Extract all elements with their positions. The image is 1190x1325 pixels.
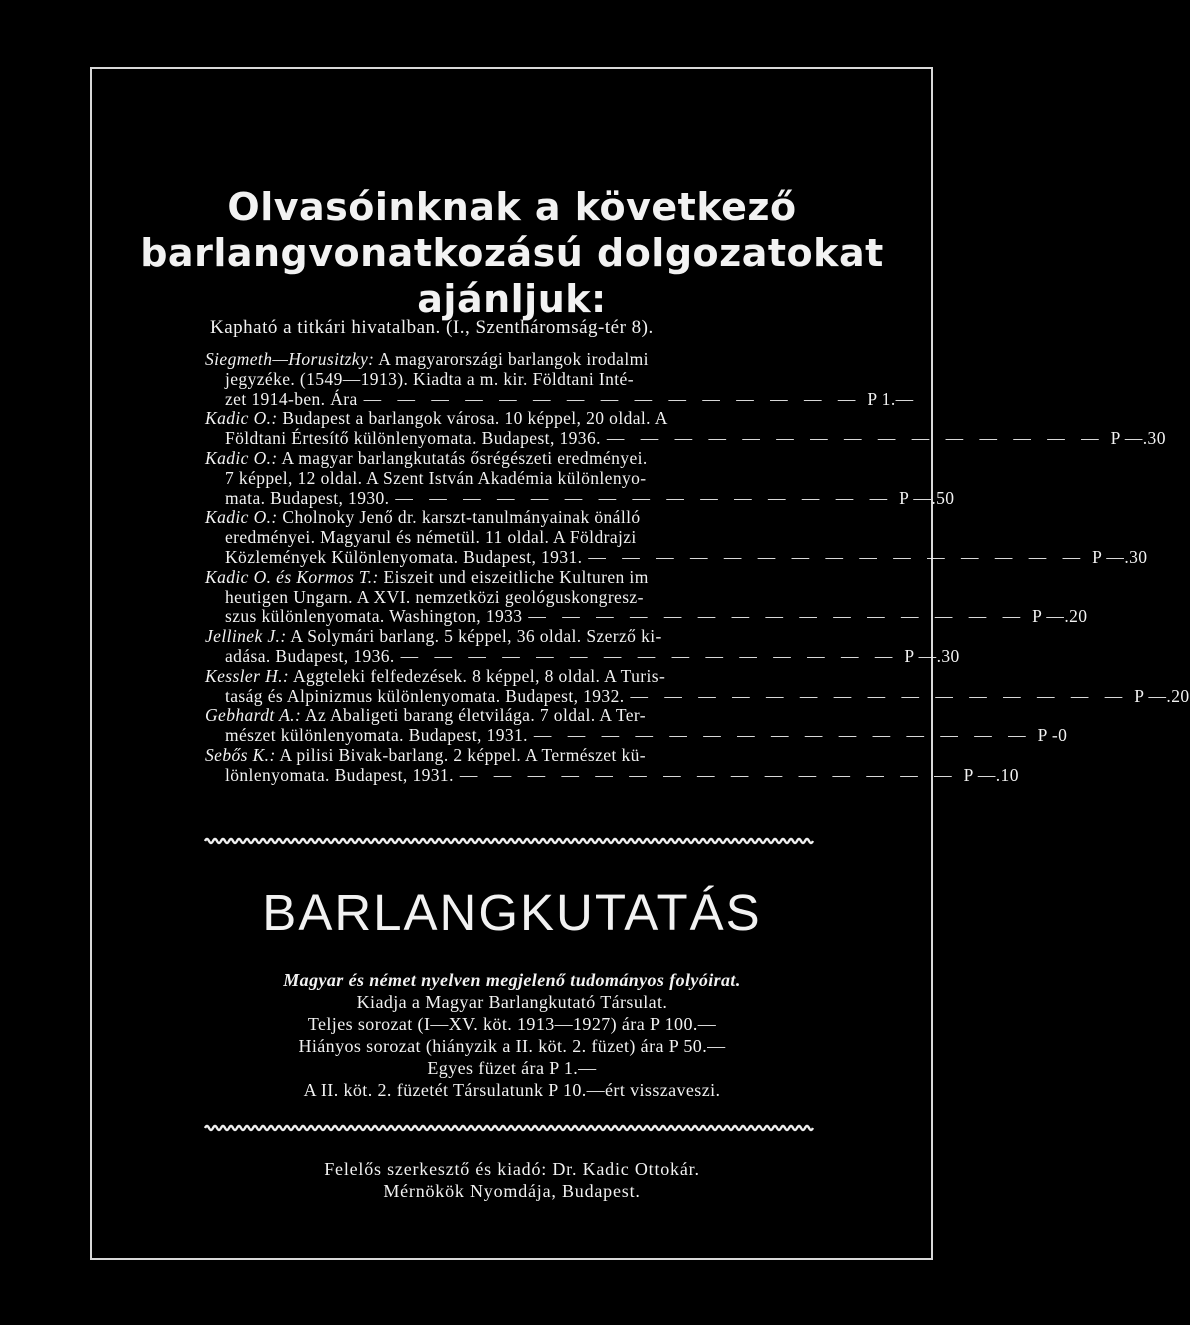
entry-line: [205, 685, 1190, 707]
entry-text: adása. Budapest, 1936.: [225, 645, 395, 666]
entry-text: 7 képpel, 12 oldal. A Szent István Akadémia különlenyo-: [225, 467, 647, 488]
entry-text: A magyarországi barlangok irodalmi: [378, 349, 649, 369]
availability-note: Kapható a titkári hivatalban. (I., Szentháromság-tér 8).: [210, 317, 654, 338]
leader-dashes: — — — — — — — — — — — — — — —: [630, 685, 1129, 706]
entry-text: zet 1914-ben. Ára: [225, 388, 358, 409]
entry-line: [205, 487, 955, 509]
entry-text: szus különlenyomata. Washington, 1933: [225, 606, 523, 627]
entry-price: P —.30: [1110, 428, 1166, 449]
entry-author: Siegmeth—Horusitzky:: [205, 349, 375, 369]
publication-entry: [205, 626, 960, 667]
entry-text: A pilisi Bivak-barlang. 2 képpel. A Természet kü-: [279, 744, 647, 765]
entry-line: [205, 350, 810, 370]
publication-entry: [205, 665, 1190, 707]
title-line-3: ajánljuk:: [417, 277, 607, 321]
entry-line: [205, 449, 810, 469]
entry-line: [205, 746, 810, 766]
entry-text: Közlemények Különlenyomata. Budapest, 1931.: [225, 546, 583, 567]
entry-text: A magyar barlangkutatás ősrégészeti eredményei.: [281, 447, 648, 468]
entry-price: P —.10: [963, 764, 1019, 785]
publication-entry: [205, 447, 955, 508]
leader-dashes: — — — — — — — — — — — — — — —: [459, 764, 958, 785]
entry-text: taság és Alpinizmus különlenyomata. Budapest, 1932.: [225, 685, 625, 706]
entry-line: [205, 764, 1019, 786]
journal-single-issue: Egyes füzet ára P 1.—: [427, 1058, 597, 1078]
entry-line: [205, 508, 810, 528]
entry-text: lönlenyomata. Budapest, 1931.: [225, 764, 454, 785]
leader-dashes: — — — — — — — — — — — — — — —: [363, 388, 862, 409]
imprint-printer: Mérnökök Nyomdája, Budapest.: [383, 1181, 641, 1201]
title-line-1: Olvasóinknak a következő: [227, 185, 797, 229]
imprint: [210, 1158, 814, 1202]
entry-author: Sebős K.:: [205, 744, 276, 765]
entry-line: [205, 388, 914, 410]
entry-line: [205, 428, 1166, 449]
entry-price: P —.30: [904, 645, 960, 666]
entry-text: heutigen Ungarn. A XVI. nemzetközi geológuskongresz-: [225, 586, 644, 607]
entry-price: P —.50: [899, 487, 955, 508]
entry-text: jegyzéke. (1549—1913). Kiadta a m. kir. Földtani Inté-: [225, 368, 634, 389]
entry-author: Jellinek J.:: [205, 626, 287, 647]
entry-line: [205, 706, 810, 726]
entry-text: Aggteleki felfedezések. 8 képpel, 8 oldal. A Turis-: [292, 665, 666, 686]
entry-author: Kadic O.:: [205, 408, 278, 429]
entry-author: Kessler H.:: [205, 665, 290, 686]
entry-line: [205, 546, 1148, 568]
publication-entry: [205, 408, 1166, 449]
entry-price: P —.20: [1032, 606, 1088, 627]
publication-entry: [205, 349, 914, 409]
entry-author: Kadic O. és Kormos T.:: [205, 566, 379, 587]
publication-entry: [205, 744, 1019, 786]
entry-line: [205, 645, 960, 667]
leader-dashes: — — — — — — — — — — — — — — —: [588, 546, 1087, 567]
publication-list: [205, 349, 1190, 786]
entry-text: eredményei. Magyarul és németül. 11 oldal. A Földrajzi: [225, 527, 637, 548]
entry-line: [205, 370, 810, 390]
title-line-2: barlangvonatkozású dolgozatokat: [140, 231, 884, 275]
entry-text: Budapest a barlangok városa. 10 képpel, 20 oldal. A: [282, 408, 668, 429]
entry-line: [205, 588, 810, 608]
publication-entry: [205, 566, 1088, 627]
entry-line: [205, 667, 810, 687]
wavy-divider-bottom: [205, 1123, 810, 1133]
publication-entry: [205, 705, 1068, 746]
entry-text: mata. Budapest, 1930.: [225, 487, 390, 508]
leader-dashes: — — — — — — — — — — — — — — —: [528, 606, 1027, 627]
journal-info: [210, 969, 814, 1101]
journal-subtitle: Magyar és német nyelven megjelenő tudományos folyóirat.: [283, 970, 741, 990]
entry-line: [205, 725, 1068, 746]
entry-text: Cholnoky Jenő dr. karszt-tanulmányainak önálló: [282, 507, 641, 528]
entry-author: Kadic O.:: [205, 447, 278, 468]
leader-dashes: — — — — — — — — — — — — — — —: [395, 487, 894, 508]
entry-price: P —.20: [1134, 685, 1190, 706]
page-title: [140, 184, 884, 322]
leader-dashes: — — — — — — — — — — — — — — —: [400, 645, 899, 666]
entry-line: [205, 568, 810, 588]
leader-dashes: — — — — — — — — — — — — — — —: [533, 725, 1032, 746]
entry-line: [205, 409, 810, 429]
entry-text: Földtani Értesítő különlenyomata. Budapest, 1936.: [225, 428, 601, 449]
journal-publisher: Kiadja a Magyar Barlangkutató Társulat.: [356, 992, 668, 1012]
entry-text: A Solymári barlang. 5 képpel, 36 oldal. Szerző ki-: [290, 626, 662, 647]
leader-dashes: — — — — — — — — — — — — — — —: [606, 428, 1105, 449]
entry-text: Eiszeit und eiszeitliche Kulturen im: [383, 566, 649, 587]
entry-author: Gebhardt A.:: [205, 705, 302, 726]
journal-title: BARLANGKUTATÁS: [262, 884, 762, 941]
wavy-divider-top: [205, 836, 810, 846]
journal-buyback: A II. köt. 2. füzetét Társulatunk P 10.—ért visszaveszi.: [303, 1080, 721, 1100]
imprint-editor: Felelős szerkesztő és kiadó: Dr. Kadic Ottokár.: [324, 1159, 700, 1179]
journal-full-series: Teljes sorozat (I—XV. köt. 1913—1927) ára P 100.—: [307, 1014, 717, 1034]
entry-text: Az Abaligeti barang életvilága. 7 oldal. A Ter-: [305, 705, 647, 726]
entry-text: mészet különlenyomata. Budapest, 1931.: [225, 725, 528, 746]
entry-price: P 1.—: [867, 388, 914, 409]
entry-line: [205, 528, 810, 548]
entry-line: [205, 469, 810, 489]
entry-line: [205, 627, 810, 647]
entry-line: [205, 606, 1088, 627]
journal-partial-series: Hiányos sorozat (hiányzik a II. köt. 2. füzet) ára P 50.—: [298, 1036, 726, 1056]
entry-author: Kadic O.:: [205, 507, 278, 528]
publication-entry: [205, 507, 1148, 567]
entry-price: P -0: [1037, 725, 1068, 746]
entry-price: P —.30: [1092, 546, 1148, 567]
